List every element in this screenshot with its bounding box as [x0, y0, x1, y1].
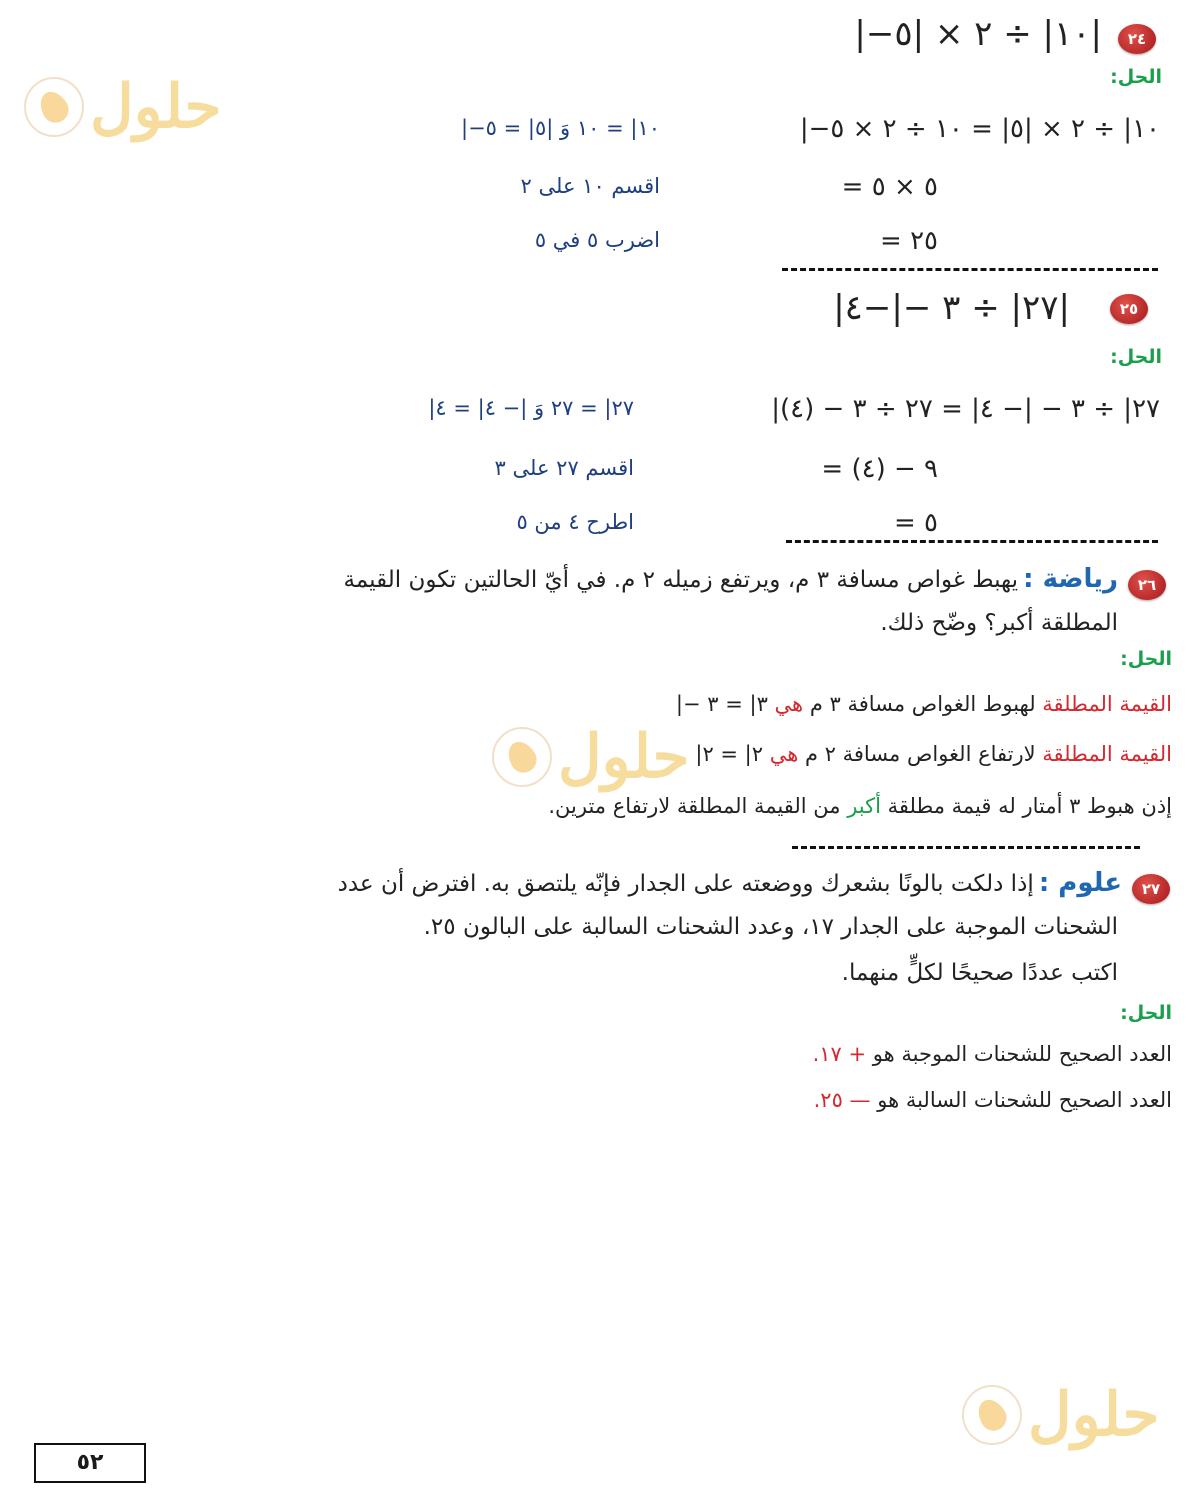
problem-27-question-line2: الشحنات الموجبة على الجدار ١٧، وعدد الشحنات السالبة على البالون ٢٥. — [423, 914, 1118, 940]
problem-26-answer-line2 — [695, 742, 1172, 766]
problem-25-step1-note: |٢٧| = ٢٧ وَ |− ٤| = ٤ — [428, 396, 634, 420]
problem-27-badge: ٢٧ — [1132, 874, 1170, 904]
problem-25-badge: ٢٥ — [1110, 294, 1148, 324]
problem-27-question-line1 — [338, 868, 1122, 898]
problem-27-answer-line1 — [813, 1042, 1172, 1066]
problem-27-answer2-value: — ٢٥. — [813, 1088, 871, 1112]
problem-25-step2-note: اقسم ٢٧ على ٣ — [494, 456, 634, 480]
problem-24-badge: ٢٤ — [1118, 24, 1156, 54]
watermark-top-left — [24, 72, 222, 142]
problem-26-question-line1 — [344, 564, 1118, 594]
problem-26-conclusion — [548, 794, 1172, 818]
problem-25-step1-equation: |٢٧| ÷ ٣ − |− ٤| = ٢٧ ÷ ٣ − (٤) — [771, 394, 1160, 424]
problem-26-answer1-term: القيمة المطلقة — [1042, 692, 1172, 716]
problem-25-step3-note: اطرح ٤ من ٥ — [516, 510, 634, 534]
problem-26-answer1-value: |− ٣| = ٣ — [675, 692, 768, 716]
problem-24-solution-label: الحل: — [1110, 66, 1162, 88]
problem-27-answer1-text: العدد الصحيح للشحنات الموجبة هو — [872, 1042, 1172, 1066]
problem-26-answer2-value: |٢| = ٢ — [695, 742, 764, 766]
problem-25-expression: |٢٧| ÷ ٣ −|−٤| — [833, 288, 1070, 328]
watermark-text: حلول — [1028, 1380, 1160, 1450]
problem-26-conclusion-start: إذن هبوط ٣ أمتار له قيمة مطلقة — [887, 794, 1172, 818]
problem-24-step3-note: اضرب ٥ في ٥ — [534, 228, 660, 252]
problem-25-step3-equation: = ٥ — [893, 508, 938, 538]
watermark-text: حلول — [558, 722, 690, 792]
problem-26-answer2-is: هي — [769, 742, 799, 766]
problem-26-answer2-term: القيمة المطلقة — [1042, 742, 1172, 766]
book-drop-icon — [24, 77, 84, 137]
problem-26-question-line2: المطلقة أكبر؟ وضّح ذلك. — [880, 610, 1118, 636]
book-drop-icon — [962, 1385, 1022, 1445]
problem-24-step1-equation: |−١٠| ÷ ٢ × |٥| = ١٠ ÷ ٢ × ٥ — [799, 114, 1160, 144]
problem-26-answer1-is: هي — [774, 692, 804, 716]
problem-27-answer2-text: العدد الصحيح للشحنات السالبة هو — [877, 1088, 1172, 1112]
problem-27-keyword: علوم : — [1038, 868, 1122, 898]
divider — [786, 540, 1158, 543]
problem-26-answer1-text: لهبوط الغواص مسافة ٣ م — [809, 692, 1036, 716]
divider — [782, 268, 1158, 271]
problem-27-solution-label: الحل: — [1120, 1002, 1172, 1024]
problem-27-question-line3: اكتب عددًا صحيحًا لكلٍّ منهما. — [841, 960, 1118, 986]
problem-26-question-text: يهبط غواص مسافة ٣ م، ويرتفع زميله ٢ م. في أيّ الحالتين تكون القيمة — [343, 567, 1019, 593]
page-number: ٥٢ — [34, 1443, 146, 1483]
divider — [792, 846, 1140, 849]
problem-26-conclusion-end: من القيمة المطلقة لارتفاع مترين. — [548, 794, 841, 818]
problem-27-answer1-value: + ١٧. — [812, 1042, 867, 1066]
problem-26-answer-line1 — [676, 692, 1172, 716]
problem-26-solution-label: الحل: — [1120, 648, 1172, 670]
problem-26-keyword: رياضة : — [1023, 564, 1118, 594]
problem-25-step2-equation: = ٩ − (٤) — [821, 454, 938, 484]
watermark-bottom-right — [962, 1380, 1160, 1450]
problem-25-solution-label: الحل: — [1110, 346, 1162, 368]
problem-24-step2-note: اقسم ١٠ على ٢ — [520, 174, 660, 198]
book-drop-icon — [492, 727, 552, 787]
problem-26-badge: ٢٦ — [1128, 570, 1166, 600]
watermark-text: حلول — [90, 72, 222, 142]
problem-24-step3-equation: = ٢٥ — [880, 226, 938, 256]
problem-24-step1-note: |−١٠| = ١٠ وَ |٥| = ٥ — [461, 116, 660, 140]
problem-27-question-text: إذا دلكت بالونًا بشعرك ووضعته على الجدار فإنّه يلتصق به. افترض أن عدد — [337, 871, 1034, 897]
problem-26-answer2-text: لارتفاع الغواص مسافة ٢ م — [804, 742, 1036, 766]
problem-24-expression: |−١٠| ÷ ٢ × |٥| — [854, 14, 1102, 54]
problem-27-answer-line2 — [814, 1088, 1172, 1112]
problem-26-conclusion-keyword: أكبر — [847, 794, 881, 818]
watermark-middle — [492, 722, 690, 792]
problem-24-step2-equation: = ٥ × ٥ — [841, 172, 938, 202]
